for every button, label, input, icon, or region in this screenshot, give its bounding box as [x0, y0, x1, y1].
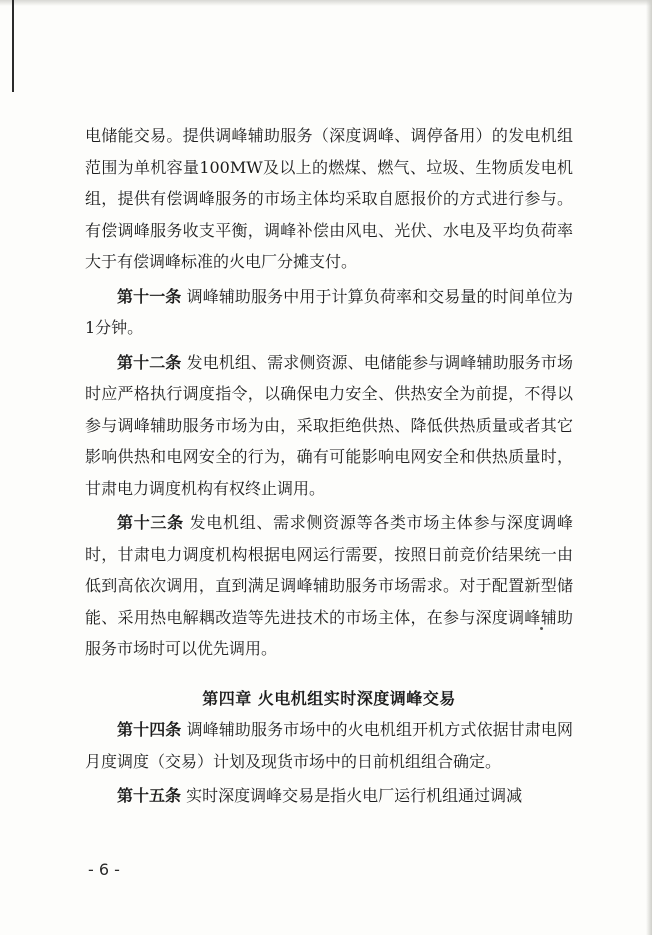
article-number: 第十四条 — [117, 720, 182, 739]
document-body — [85, 120, 573, 812]
article-number: 第十五条 — [117, 786, 182, 805]
scan-margin-line — [12, 0, 14, 92]
paragraph-text: 电储能交易。提供调峰辅助服务（深度调峰、调停备用）的发电机组范围为单机容量100MW及以上的燃煤、燃气、垃圾、生物质发电机组，提供有偿调峰服务的市场主体均采取自愿报价的方式进行参与。有偿调峰服务收支平衡，调峰补偿由风电、光伏、水电及平均负荷率大于有偿调峰标准的火电厂分摊支付。 — [85, 126, 573, 271]
article-text: 调峰辅助服务市场中的火电机组开机方式依据甘肃电网月度调度（交易）计划及现货市场中的日前机组组合确定。 — [85, 720, 573, 771]
article-text: 实时深度调峰交易是指火电厂运行机组通过调减 — [186, 786, 523, 805]
paragraph-continued — [85, 120, 573, 278]
article-number: 第十二条 — [117, 352, 182, 372]
page-number: - 6 - — [88, 860, 120, 879]
article-12 — [85, 347, 573, 505]
article-text: 调峰辅助服务中用于计算负荷率和交易量的时间单位为1分钟。 — [85, 286, 573, 337]
article-15 — [85, 780, 573, 812]
article-11 — [85, 281, 573, 344]
scan-shadow-top — [0, 0, 652, 6]
scan-speck — [540, 627, 543, 630]
article-14 — [85, 714, 573, 777]
chapter-heading: 第四章 火电机组实时深度调峰交易 — [202, 688, 456, 708]
article-13 — [85, 507, 573, 665]
article-text: 发电机组、需求侧资源、电储能参与调峰辅助服务市场时应严格执行调度指令，以确保电力安全、供热安全为前提，不得以参与调峰辅助服务市场为由，采取拒绝供热、降低供热质量或者其它影响供热和电网安全的行为，确有可能影响电网安全和供热质量时，甘肃电力调度机构有权终止调用。 — [85, 352, 573, 498]
article-number: 第十三条 — [117, 513, 184, 532]
scan-shadow-right — [646, 0, 652, 935]
article-number: 第十一条 — [117, 286, 182, 306]
article-text: 发电机组、需求侧资源等各类市场主体参与深度调峰时，甘肃电力调度机构根据电网运行需要，按照日前竞价结果统一由低到高依次调用，直到满足调峰辅助服务市场需求。对于配置新型储能、采用热电解耦改造等先进技术的市场主体，在参与深度调峰辅助服务市场时可以优先调用。 — [85, 513, 573, 658]
